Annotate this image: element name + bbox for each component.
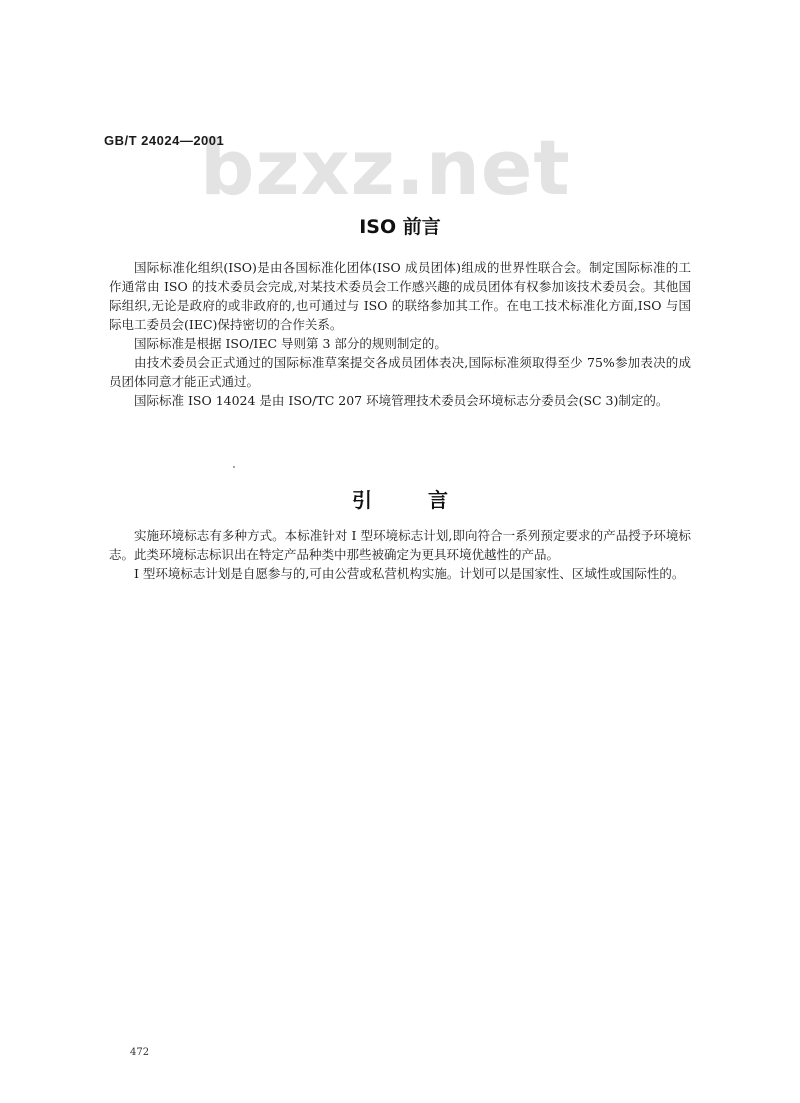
introduction-paragraph: Ⅰ 型环境标志计划是自愿参与的,可由公营或私营机构实施。计划可以是国家性、区域性或国际性的。	[134, 566, 685, 581]
foreword-paragraph: 由技术委员会正式通过的国际标准草案提交各成员团体表决,国际标准须取得至少 75%参加表决的成员团体同意才能正式通过。	[109, 355, 691, 389]
foreword-body	[109, 258, 691, 410]
watermark: bzxz.net	[200, 123, 571, 212]
introduction-title: 引言	[352, 488, 504, 512]
foreword-paragraph: 国际标准化组织(ISO)是由各国标准化团体(ISO 成员团体)组成的世界性联合会。制定国际标准的工作通常由 ISO 的技术委员会完成,对某技术委员会工作感兴趣的成员团体有权参加该技术委员会。其他国际组织,无论是政府的或非政府的,也可通过与 ISO 的联络参加其工作。在电工技术标准化方面,ISO 与国际电工委员会(IEC)保持密切的合作关系。	[109, 260, 691, 332]
page-number: 472	[130, 1047, 150, 1058]
scan-speck	[233, 466, 235, 468]
foreword-paragraph: 国际标准 ISO 14024 是由 ISO/TC 207 环境管理技术委员会环境标志分委员会(SC 3)制定的。	[134, 393, 669, 408]
introduction-body	[109, 526, 691, 583]
standard-code: GB/T 24024—2001	[104, 133, 225, 148]
introduction-paragraph: 实施环境标志有多种方式。本标准针对 Ⅰ 型环境标志计划,即向符合一系列预定要求的产品授予环境标志。此类环境标志标识出在特定产品种类中那些被确定为更具环境优越性的产品。	[109, 528, 691, 562]
foreword-paragraph: 国际标准是根据 ISO/IEC 导则第 3 部分的规则制定的。	[134, 336, 447, 351]
foreword-title: ISO 前言	[359, 216, 441, 238]
